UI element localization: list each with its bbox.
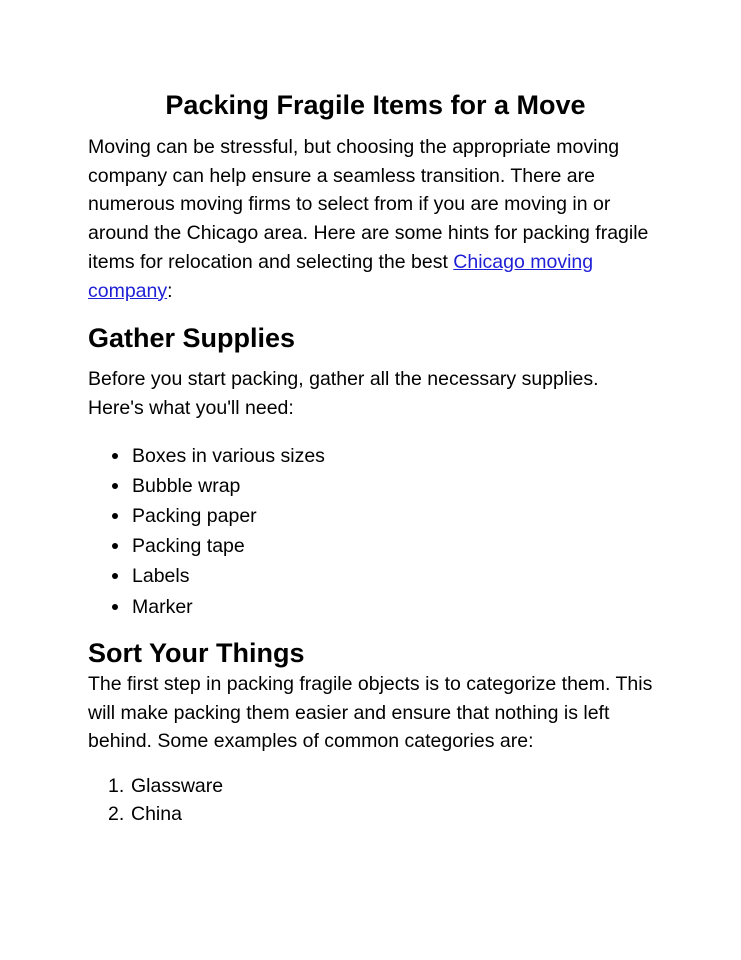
bullet-icon [112,573,118,579]
list-item-text: Packing paper [132,505,257,528]
gather-supplies-paragraph: Before you start packing, gather all the necessary supplies. Here's what you'll need: [88,368,599,419]
list-item [108,800,653,829]
list-item-text: Labels [132,565,190,588]
intro-paragraph [88,133,653,305]
list-item-text: Bubble wrap [132,474,241,497]
document-title: Packing Fragile Items for a Move [165,90,586,120]
list-item [110,501,653,531]
list-item-text: Boxes in various sizes [132,444,325,467]
list-item [110,561,653,591]
intro-text-end: : [167,279,173,302]
list-item-number: 2. [108,803,125,826]
bullet-icon [112,483,118,489]
bullet-icon [112,453,118,459]
list-item-text: Glassware [131,774,224,797]
bullet-icon [112,543,118,549]
supplies-list [88,441,653,622]
intro-text: Moving can be stressful, but choosing the appropriate moving company can help ensure a seamless transition. There are numerous moving firms to select from if you are moving in or around the Chicago area. Here are some hints for packing fragile items for relocation and selecting the best [88,136,649,273]
list-item [110,592,653,622]
sort-things-paragraph: The first step in packing fragile objects is to categorize them. This will make packing them easier and ensure that nothing is left behind. Some examples of common categories are: [88,672,653,753]
section-heading-gather-supplies: Gather Supplies [88,323,296,354]
list-item [108,772,653,801]
list-item [110,441,653,471]
list-item [110,531,653,561]
list-item [110,471,653,501]
list-item-text: Marker [132,595,193,618]
list-item-number: 1. [108,774,125,797]
list-item-text: China [131,803,182,826]
chicago-moving-company-link[interactable]: Chicago moving company [88,250,594,302]
bullet-icon [112,604,118,610]
categories-list [88,772,653,829]
list-item-text: Packing tape [132,535,245,558]
section-heading-sort-your-things: Sort Your Things [88,637,305,668]
bullet-icon [112,513,118,519]
